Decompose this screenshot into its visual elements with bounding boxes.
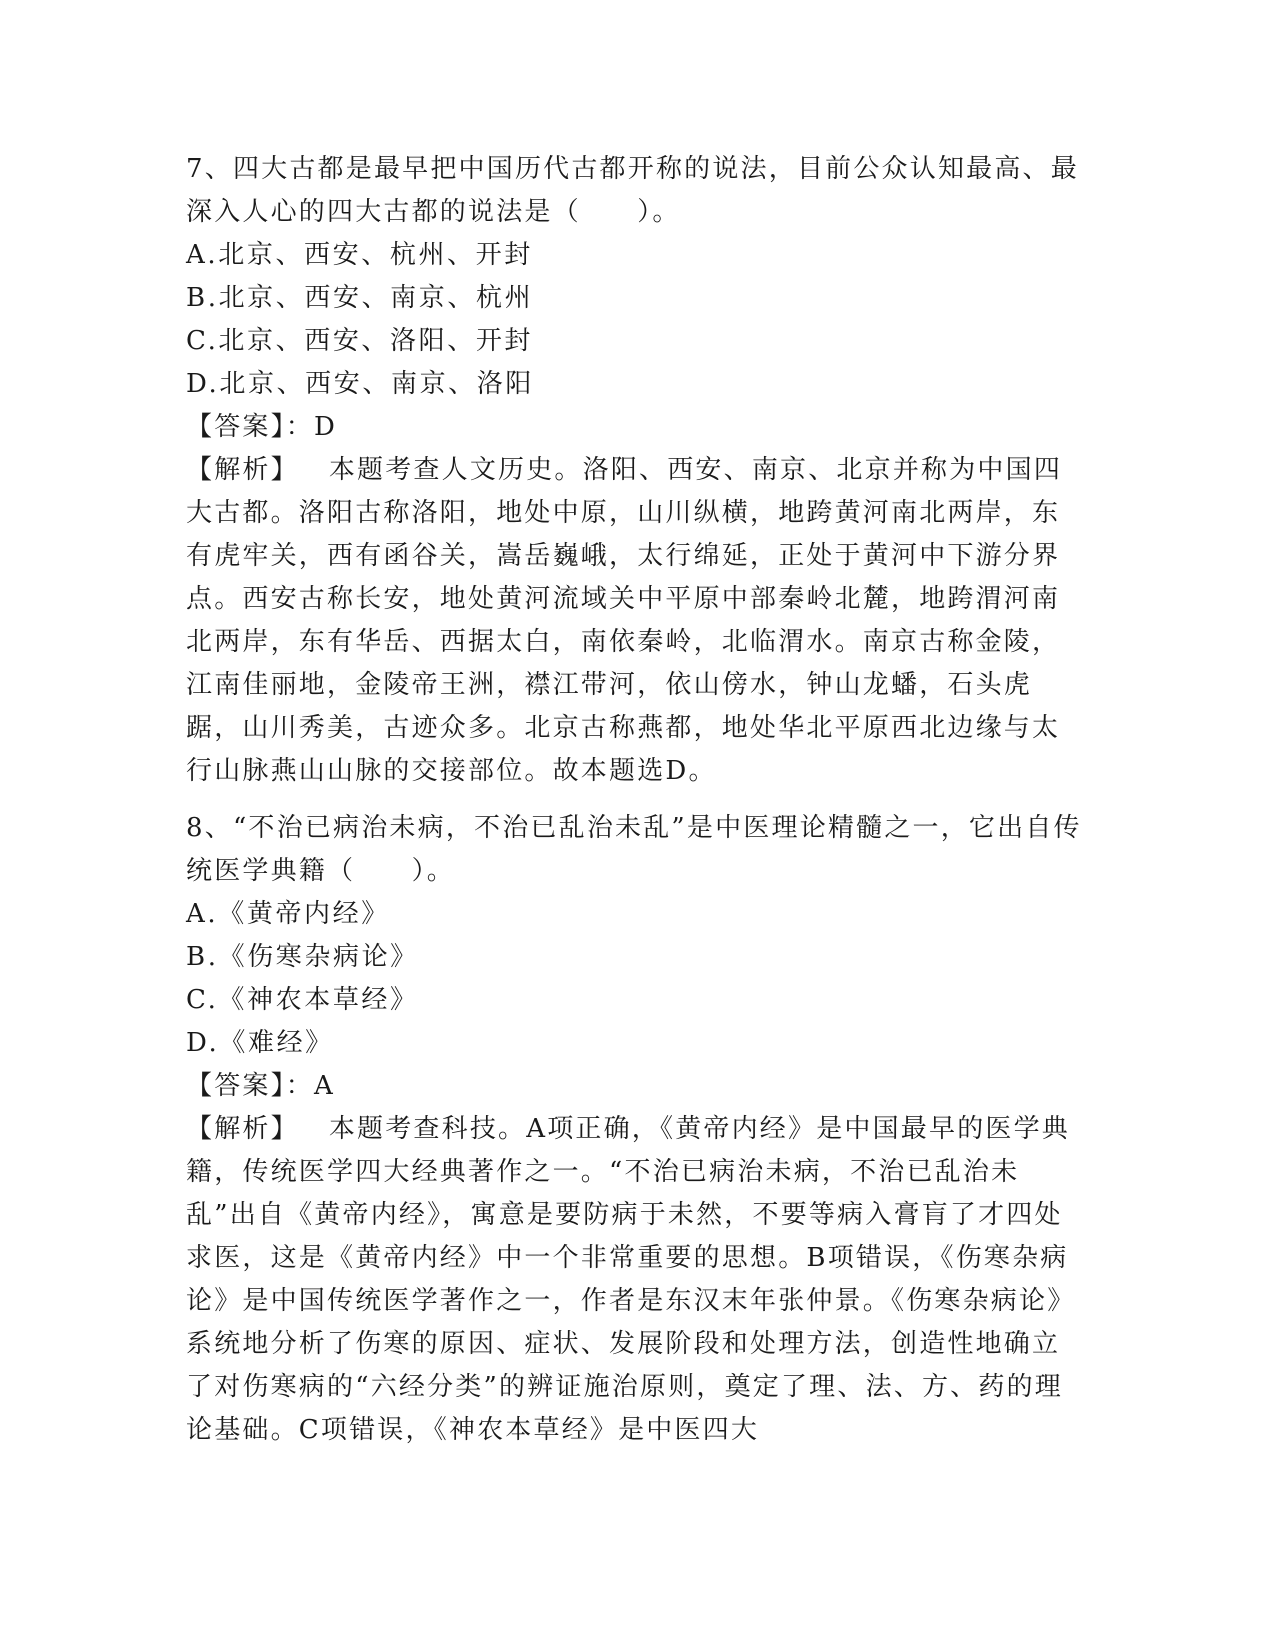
question-stem: 7、四大古都是最早把中国历代古都开称的说法，目前公众认知最高、最深入人心的四大古都的说法是（ ）。: [186, 154, 1079, 227]
analysis-paragraph: [186, 1108, 1086, 1452]
analysis-text: 本题考查人文历史。洛阳、西安、南京、北京并称为中国四大古都。洛阳古称洛阳，地处中原，山川纵横，地跨黄河南北两岸，东有虎牢关，西有函谷关，嵩岳巍峨，太行绵延，正处于黄河中下游分界点。西安古称长安，地处黄河流域关中平原中部秦岭北麓，地跨渭河南北两岸，东有华岳、西据太白，南依秦岭，北临渭水。南京古称金陵，江南佳丽地，金陵帝王洲，襟江带河，依山傍水，钟山龙蟠，石头虎踞，山川秀美，古迹众多。北京古称燕都，地处华北平原西北边缘与太行山脉燕山山脉的交接部位。故本题选D。: [186, 455, 1063, 786]
option-a: A.《黄帝内经》: [186, 899, 390, 929]
answer-line: 【答案】：D: [186, 412, 338, 442]
option-a: A.北京、西安、杭州、开封: [186, 240, 533, 270]
analysis-paragraph: [186, 449, 1086, 793]
option-c: C.《神农本草经》: [186, 985, 419, 1015]
document-page: [186, 148, 1086, 1452]
answer-line: 【答案】：A: [186, 1071, 335, 1101]
analysis-label: 【解析】: [186, 1114, 299, 1144]
question-7: [186, 148, 1086, 793]
analysis-label: 【解析】: [186, 455, 299, 485]
question-stem: 8、“不治已病治未病，不治已乱治未乱”是中医理论精髓之一，它出自传统医学典籍（ ）。: [186, 813, 1082, 886]
question-spacer: [186, 793, 1086, 807]
option-c: C.北京、西安、洛阳、开封: [186, 326, 534, 356]
option-d: D.《难经》: [186, 1028, 334, 1058]
question-8: [186, 807, 1086, 1452]
option-d: D.北京、西安、南京、洛阳: [186, 369, 534, 399]
option-b: B.北京、西安、南京、杭州: [186, 283, 534, 313]
option-b: B.《伤寒杂病论》: [186, 942, 419, 972]
analysis-text: 本题考查科技。A项正确，《黄帝内经》是中国最早的医学典籍，传统医学四大经典著作之一。“不治已病治未病，不治已乱治未乱”出自《黄帝内经》，寓意是要防病于未然，不要等病入膏肓了才四处求医，这是《黄帝内经》中一个非常重要的思想。B项错误，《伤寒杂病论》是中国传统医学著作之一，作者是东汉末年张仲景。《伤寒杂病论》系统地分析了伤寒的原因、症状、发展阶段和处理方法，创造性地确立了对伤寒病的“六经分类”的辨证施治原则，奠定了理、法、方、药的理论基础。C项错误，《神农本草经》是中医四大: [186, 1114, 1076, 1445]
